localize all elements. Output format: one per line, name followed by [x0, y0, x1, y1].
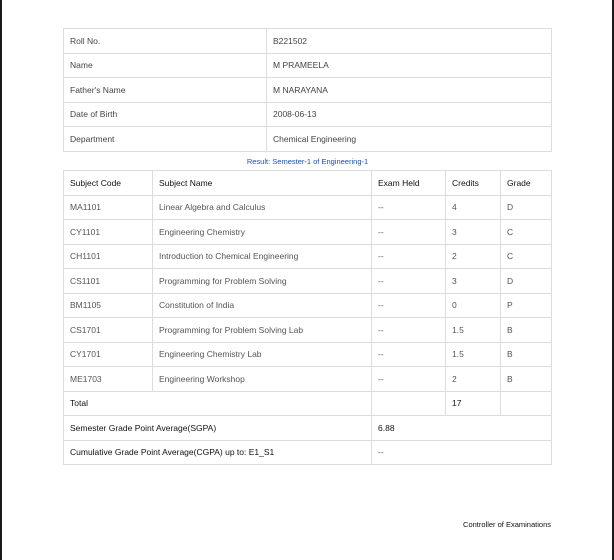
subject-row — [64, 293, 552, 318]
subject-name: Engineering Chemistry Lab — [153, 342, 372, 367]
subject-code: CS1101 — [64, 269, 153, 294]
total-grade — [501, 391, 552, 416]
exam-held: -- — [372, 318, 446, 343]
credits: 4 — [446, 195, 501, 220]
exam-held: -- — [372, 367, 446, 392]
grade: C — [501, 244, 552, 269]
subject-code: CH1101 — [64, 244, 153, 269]
exam-held: -- — [372, 244, 446, 269]
info-value: B221502 — [267, 29, 552, 54]
info-value: Chemical Engineering — [267, 127, 552, 152]
left-window-edge — [0, 0, 2, 560]
subject-name: Linear Algebra and Calculus — [153, 195, 372, 220]
info-row — [64, 78, 552, 103]
subject-name: Introduction to Chemical Engineering — [153, 244, 372, 269]
marks-header-row — [64, 171, 552, 196]
info-row — [64, 53, 552, 78]
subject-row — [64, 269, 552, 294]
sgpa-label: Semester Grade Point Average(SGPA) — [64, 416, 372, 441]
info-row — [64, 29, 552, 54]
credits: 2 — [446, 367, 501, 392]
grade: D — [501, 195, 552, 220]
subject-code: ME1703 — [64, 367, 153, 392]
subject-row — [64, 367, 552, 392]
header-credits: Credits — [446, 171, 501, 196]
info-label: Roll No. — [64, 29, 267, 54]
subject-name: Engineering Workshop — [153, 367, 372, 392]
grade: B — [501, 318, 552, 343]
exam-held: -- — [372, 195, 446, 220]
info-row — [64, 102, 552, 127]
info-value: 2008-06-13 — [267, 102, 552, 127]
marks-table — [63, 170, 552, 465]
total-credits: 17 — [446, 391, 501, 416]
exam-held: -- — [372, 293, 446, 318]
cgpa-row — [64, 440, 552, 465]
info-value: M NARAYANA — [267, 78, 552, 103]
subject-code: BM1105 — [64, 293, 153, 318]
credits: 1.5 — [446, 342, 501, 367]
exam-held: -- — [372, 220, 446, 245]
cgpa-value: -- — [372, 440, 552, 465]
header-grade: Grade — [501, 171, 552, 196]
subject-code: MA1101 — [64, 195, 153, 220]
result-title: Result: Semester-1 of Engineering-1 — [246, 157, 369, 166]
subject-code: CY1101 — [64, 220, 153, 245]
student-info-table — [63, 28, 552, 152]
subject-code: CY1701 — [64, 342, 153, 367]
subject-code: CS1701 — [64, 318, 153, 343]
info-label: Department — [64, 127, 267, 152]
subject-name: Programming for Problem Solving — [153, 269, 372, 294]
subject-row — [64, 318, 552, 343]
cgpa-label: Cumulative Grade Point Average(CGPA) up to: E1_S1 — [64, 440, 372, 465]
info-label: Name — [64, 53, 267, 78]
subject-name: Constitution of India — [153, 293, 372, 318]
info-value: M PRAMEELA — [267, 53, 552, 78]
total-label: Total — [64, 391, 372, 416]
header-exam-held: Exam Held — [372, 171, 446, 196]
header-subject-code: Subject Code — [64, 171, 153, 196]
subject-row — [64, 244, 552, 269]
subject-row — [64, 195, 552, 220]
subject-name: Engineering Chemistry — [153, 220, 372, 245]
exam-held: -- — [372, 269, 446, 294]
total-exam-held — [372, 391, 446, 416]
credits: 0 — [446, 293, 501, 318]
controller-signature-label: Controller of Examinations — [463, 520, 551, 529]
subject-name: Programming for Problem Solving Lab — [153, 318, 372, 343]
credits: 3 — [446, 220, 501, 245]
sgpa-value: 6.88 — [372, 416, 552, 441]
grade: P — [501, 293, 552, 318]
total-row — [64, 391, 552, 416]
sgpa-row — [64, 416, 552, 441]
exam-held: -- — [372, 342, 446, 367]
credits: 2 — [446, 244, 501, 269]
subject-row — [64, 342, 552, 367]
info-label: Father's Name — [64, 78, 267, 103]
grade: D — [501, 269, 552, 294]
credits: 1.5 — [446, 318, 501, 343]
info-label: Date of Birth — [64, 102, 267, 127]
grade: B — [501, 342, 552, 367]
info-row — [64, 127, 552, 152]
grade: B — [501, 367, 552, 392]
credits: 3 — [446, 269, 501, 294]
subject-row — [64, 220, 552, 245]
header-subject-name: Subject Name — [153, 171, 372, 196]
grade: C — [501, 220, 552, 245]
